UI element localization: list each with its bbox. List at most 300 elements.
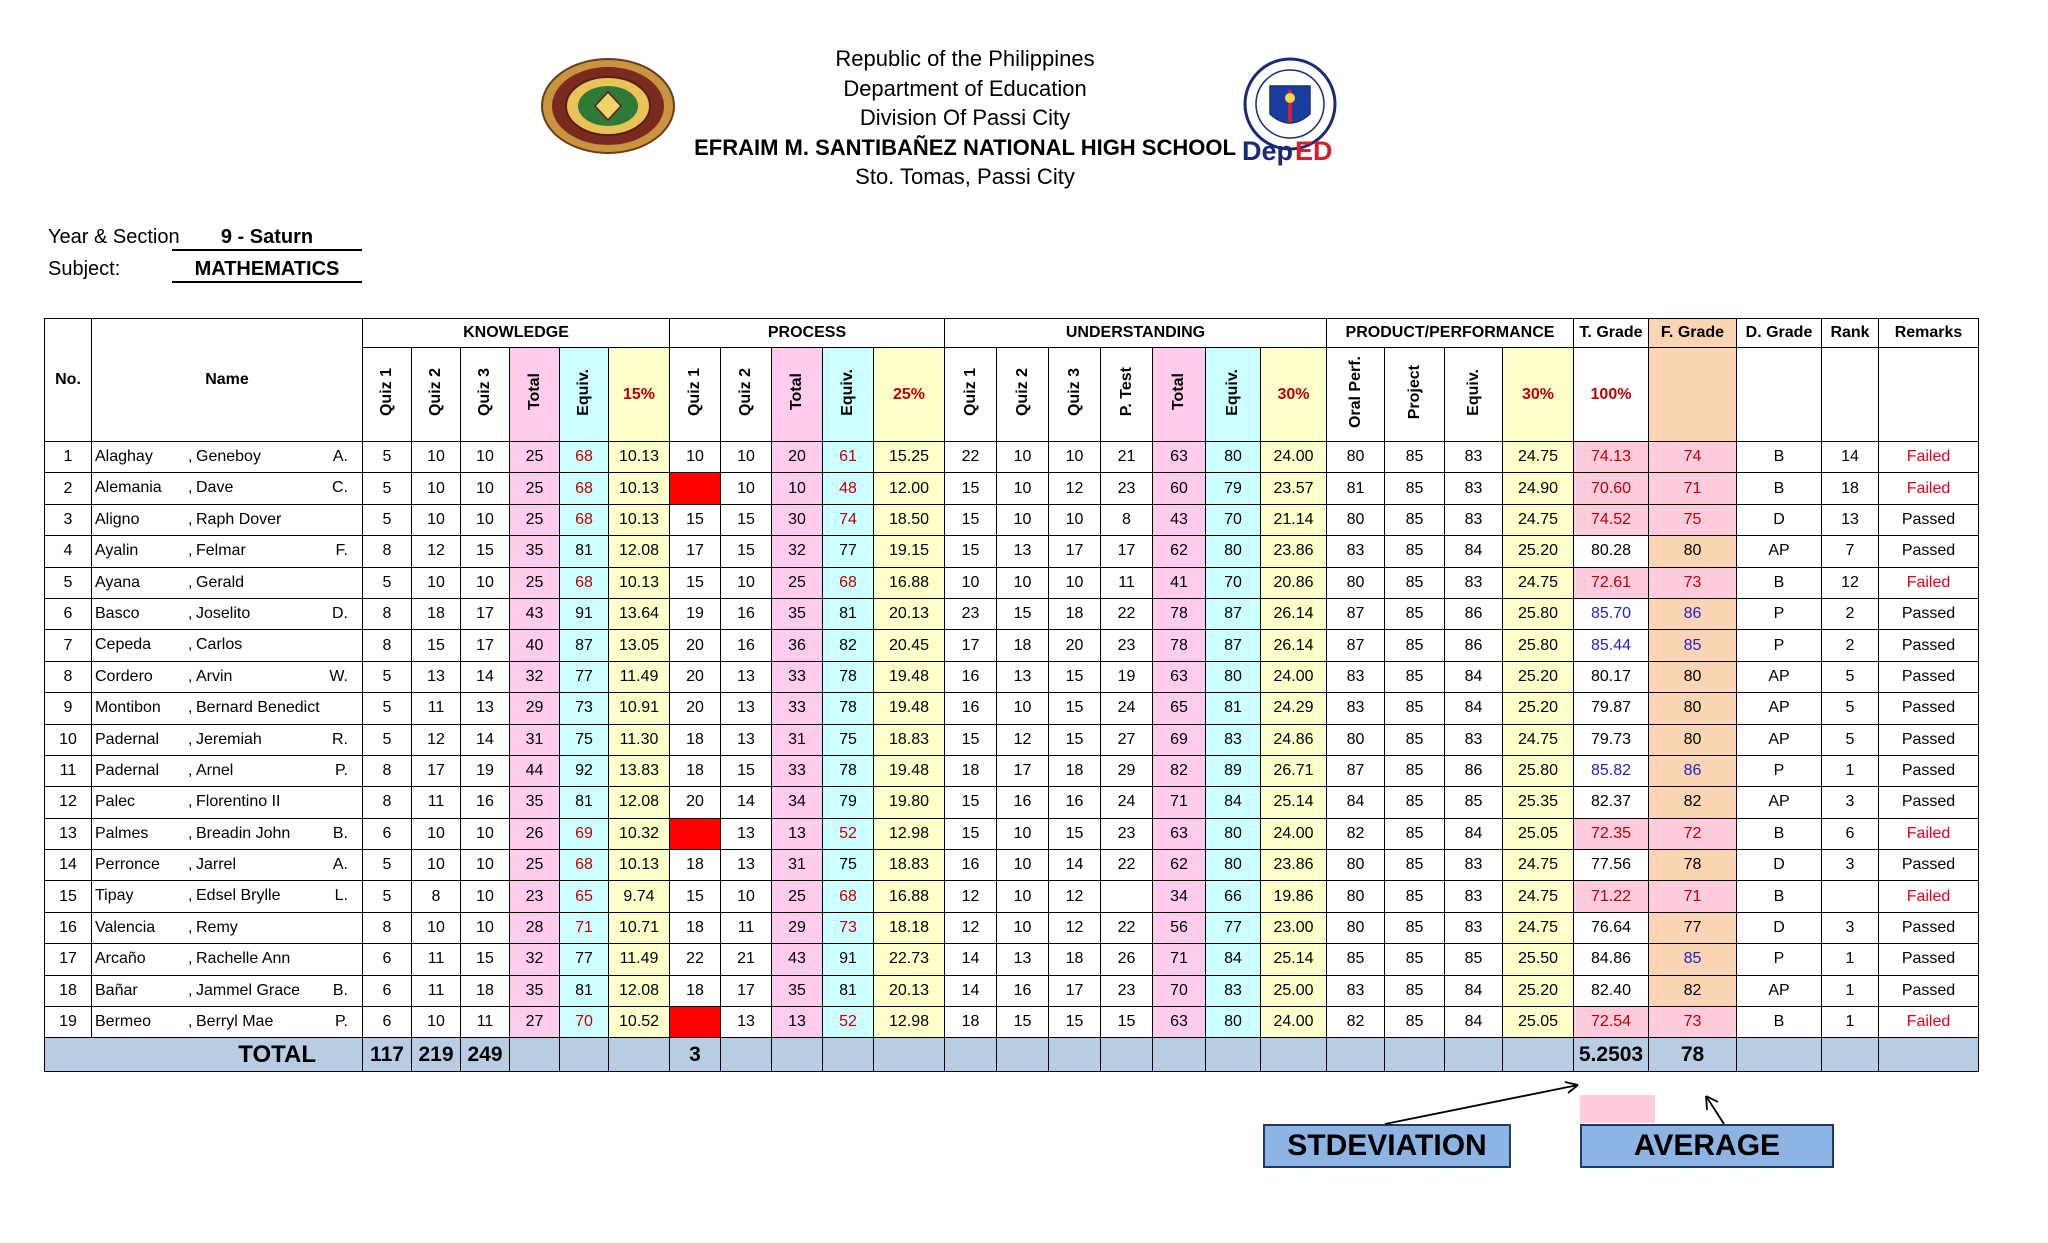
- knowledge-cell: 31: [510, 724, 560, 755]
- first-name: Arnel: [196, 761, 234, 779]
- process-cell: 33: [772, 755, 823, 786]
- process-cell: 16.88: [874, 567, 945, 598]
- knowledge-cell: 25: [510, 504, 560, 535]
- knowledge-cell: 35: [510, 536, 560, 567]
- process-cell: 82: [823, 630, 874, 661]
- process-cell: 19.15: [874, 536, 945, 567]
- understanding-cell: 65: [1153, 693, 1206, 724]
- f-grade-cell: 77: [1649, 912, 1737, 943]
- process-cell: 20: [670, 630, 721, 661]
- product-cell: 85: [1385, 881, 1445, 912]
- understanding-cell: 23: [1101, 473, 1153, 504]
- total-k-quiz1: 117: [363, 1038, 412, 1072]
- remarks-cell: Failed: [1879, 818, 1979, 849]
- knowledge-cell: 81: [560, 536, 609, 567]
- last-name: Padernal: [95, 761, 160, 779]
- d-grade-cell: AP: [1737, 661, 1822, 692]
- product-cell: 83: [1327, 536, 1385, 567]
- remarks-cell: Passed: [1879, 975, 1979, 1006]
- understanding-cell: 89: [1206, 755, 1261, 786]
- knowledge-cell: 10: [461, 473, 510, 504]
- first-name: Carlos: [196, 636, 243, 654]
- row-number: 8: [45, 661, 92, 692]
- product-cell: 85: [1385, 724, 1445, 755]
- average-label: AVERAGE: [1580, 1124, 1834, 1168]
- process-cell: 15: [670, 567, 721, 598]
- knowledge-cell: 10: [461, 881, 510, 912]
- understanding-cell: 84: [1206, 787, 1261, 818]
- understanding-cell: 23: [1101, 818, 1153, 849]
- process-cell: 19.48: [874, 661, 945, 692]
- process-cell: 17: [721, 975, 772, 1006]
- d-grade-cell: AP: [1737, 975, 1822, 1006]
- process-cell: 16: [721, 598, 772, 629]
- product-cell: 84: [1445, 693, 1503, 724]
- process-cell: 29: [772, 912, 823, 943]
- knowledge-cell: 73: [560, 693, 609, 724]
- t-grade-cell: 85.82: [1574, 755, 1649, 786]
- understanding-cell: 71: [1153, 944, 1206, 975]
- product-cell: 85: [1385, 912, 1445, 943]
- process-cell: 20: [670, 693, 721, 724]
- understanding-cell: 63: [1153, 442, 1206, 473]
- understanding-cell: 71: [1153, 787, 1206, 818]
- total-label: TOTAL: [45, 1038, 363, 1072]
- understanding-cell: 15: [945, 504, 997, 535]
- knowledge-cell: 13: [461, 693, 510, 724]
- d-grade-cell: AP: [1737, 724, 1822, 755]
- product-cell: 82: [1327, 818, 1385, 849]
- name-separator: ,: [188, 573, 193, 591]
- understanding-cell: 23.00: [1261, 912, 1327, 943]
- product-cell: 25.80: [1503, 598, 1574, 629]
- knowledge-cell: 10: [412, 818, 461, 849]
- t-grade-cell: 70.60: [1574, 473, 1649, 504]
- last-name: Palmes: [95, 824, 149, 842]
- first-name: Dave: [196, 479, 234, 497]
- name-separator: ,: [188, 793, 193, 811]
- f-grade-cell: 80: [1649, 693, 1737, 724]
- understanding-cell: 19: [1101, 661, 1153, 692]
- product-cell: 86: [1445, 755, 1503, 786]
- understanding-cell: 15: [945, 473, 997, 504]
- knowledge-cell: 25: [510, 567, 560, 598]
- knowledge-cell: 5: [363, 693, 412, 724]
- remarks-cell: Passed: [1879, 755, 1979, 786]
- name-separator: ,: [188, 824, 193, 842]
- understanding-cell: 80: [1206, 442, 1261, 473]
- process-cell: 15: [670, 881, 721, 912]
- understanding-cell: 80: [1206, 850, 1261, 881]
- process-cell: 33: [772, 661, 823, 692]
- product-sub-2-label: Equiv.: [1464, 368, 1482, 416]
- product-cell: 83: [1445, 881, 1503, 912]
- product-sub-0-label: Oral Perf.: [1346, 355, 1364, 429]
- process-cell: 43: [772, 944, 823, 975]
- t-grade-cell: 82.40: [1574, 975, 1649, 1006]
- product-cell: 80: [1327, 850, 1385, 881]
- process-cell: 91: [823, 944, 874, 975]
- knowledge-cell: 35: [510, 787, 560, 818]
- knowledge-cell: 32: [510, 661, 560, 692]
- knowledge-cell: 25: [510, 442, 560, 473]
- understanding-cell: 22: [945, 442, 997, 473]
- knowledge-cell: 27: [510, 1007, 560, 1038]
- process-cell: 31: [772, 724, 823, 755]
- product-cell: 85: [1385, 630, 1445, 661]
- knowledge-cell: 68: [560, 850, 609, 881]
- understanding-cell: 83: [1206, 724, 1261, 755]
- understanding-cell: 15: [945, 536, 997, 567]
- product-cell: 25.05: [1503, 818, 1574, 849]
- understanding-cell: 15: [945, 787, 997, 818]
- row-number: 5: [45, 567, 92, 598]
- d-grade-cell: B: [1737, 567, 1822, 598]
- knowledge-cell: 68: [560, 473, 609, 504]
- product-cell: 25.05: [1503, 1007, 1574, 1038]
- understanding-cell: 15: [945, 818, 997, 849]
- t-grade-sub: 100%: [1574, 348, 1649, 442]
- d-grade-cell: AP: [1737, 693, 1822, 724]
- understanding-cell: 84: [1206, 944, 1261, 975]
- knowledge-cell: 10: [412, 473, 461, 504]
- understanding-cell: 43: [1153, 504, 1206, 535]
- understanding-cell: 29: [1101, 755, 1153, 786]
- process-cell: 20: [670, 787, 721, 818]
- process-cell: 10: [721, 442, 772, 473]
- first-name: Jarrel: [196, 856, 237, 874]
- process-cell: 12.98: [874, 818, 945, 849]
- knowledge-cell: 18: [412, 598, 461, 629]
- last-name: Bermeo: [95, 1013, 152, 1031]
- understanding-cell: 24.00: [1261, 1007, 1327, 1038]
- product-cell: 84: [1445, 661, 1503, 692]
- knowledge-cell: 5: [363, 473, 412, 504]
- middle-initial: C.: [332, 479, 348, 497]
- rank-cell: 1: [1822, 755, 1879, 786]
- understanding-cell: 10: [997, 473, 1049, 504]
- understanding-sub-4-label: Total: [1170, 373, 1187, 411]
- understanding-cell: 23.86: [1261, 536, 1327, 567]
- svg-text:Dep: Dep: [1242, 136, 1294, 166]
- understanding-cell: 10: [997, 504, 1049, 535]
- knowledge-cell: 44: [510, 755, 560, 786]
- knowledge-cell: 26: [510, 818, 560, 849]
- knowledge-cell: 23: [510, 881, 560, 912]
- d-grade-cell: B: [1737, 442, 1822, 473]
- name-separator: ,: [188, 667, 193, 685]
- knowledge-cell: 10.32: [609, 818, 670, 849]
- name-separator: ,: [188, 918, 193, 936]
- knowledge-cell: 81: [560, 787, 609, 818]
- understanding-cell: 66: [1206, 881, 1261, 912]
- knowledge-cell: 10.13: [609, 504, 670, 535]
- col-knowledge: KNOWLEDGE: [363, 319, 670, 348]
- t-grade-cell: 74.13: [1574, 442, 1649, 473]
- col-product-performance: PRODUCT/PERFORMANCE: [1327, 319, 1574, 348]
- name-separator: ,: [188, 730, 193, 748]
- knowledge-cell: 19: [461, 755, 510, 786]
- process-cell: 32: [772, 536, 823, 567]
- last-name: Tipay: [95, 887, 134, 905]
- understanding-cell: 22: [1101, 850, 1153, 881]
- f-grade-cell: 86: [1649, 755, 1737, 786]
- rank-cell: 5: [1822, 693, 1879, 724]
- product-cell: 80: [1327, 724, 1385, 755]
- product-cell: 84: [1445, 818, 1503, 849]
- understanding-cell: 15: [997, 1007, 1049, 1038]
- process-cell: 79: [823, 787, 874, 818]
- understanding-cell: 18: [1049, 944, 1101, 975]
- col-no: No.: [45, 319, 92, 442]
- middle-initial: P.: [334, 761, 348, 779]
- t-grade-cell: 72.54: [1574, 1007, 1649, 1038]
- middle-initial: D.: [332, 604, 348, 622]
- knowledge-cell: 12: [412, 536, 461, 567]
- understanding-cell: 10: [997, 850, 1049, 881]
- knowledge-cell: 43: [510, 598, 560, 629]
- process-cell: 18: [670, 755, 721, 786]
- f-grade-cell: 71: [1649, 881, 1737, 912]
- d-grade-cell: D: [1737, 912, 1822, 943]
- middle-initial: B.: [332, 981, 348, 999]
- name-separator: ,: [188, 761, 193, 779]
- d-grade-cell: B: [1737, 818, 1822, 849]
- product-cell: 85: [1385, 536, 1445, 567]
- understanding-cell: 15: [997, 598, 1049, 629]
- knowledge-cell: 10: [412, 567, 461, 598]
- product-cell: 85: [1385, 504, 1445, 535]
- understanding-cell: 24: [1101, 693, 1153, 724]
- rank-cell: 7: [1822, 536, 1879, 567]
- product-cell: 84: [1445, 1007, 1503, 1038]
- understanding-sub-6: 30%: [1261, 348, 1327, 442]
- last-name: Bañar: [95, 981, 138, 999]
- d-grade-cell: D: [1737, 504, 1822, 535]
- process-cell: 10: [721, 567, 772, 598]
- understanding-cell: 70: [1206, 567, 1261, 598]
- understanding-cell: 10: [997, 567, 1049, 598]
- school-name: EFRAIM M. SANTIBAÑEZ NATIONAL HIGH SCHOOL: [694, 134, 1236, 160]
- knowledge-cell: 10: [461, 912, 510, 943]
- knowledge-cell: 8: [363, 912, 412, 943]
- process-cell: 61: [823, 442, 874, 473]
- knowledge-cell: 13.64: [609, 598, 670, 629]
- d-grade-cell: AP: [1737, 536, 1822, 567]
- first-name: Remy: [196, 918, 238, 936]
- process-cell: 34: [772, 787, 823, 818]
- process-cell: 13: [721, 818, 772, 849]
- knowledge-cell: 17: [461, 598, 510, 629]
- knowledge-cell: 10: [412, 1007, 461, 1038]
- knowledge-cell: 14: [461, 661, 510, 692]
- remarks-cell: Passed: [1879, 724, 1979, 755]
- understanding-cell: 24.86: [1261, 724, 1327, 755]
- knowledge-cell: 10: [412, 912, 461, 943]
- middle-initial: R.: [332, 730, 348, 748]
- t-grade-cell: 74.52: [1574, 504, 1649, 535]
- knowledge-cell: 12.08: [609, 975, 670, 1006]
- total-p-quiz1: 3: [670, 1038, 721, 1072]
- knowledge-cell: 10.13: [609, 473, 670, 504]
- col-d-grade: D. Grade: [1737, 319, 1822, 348]
- knowledge-cell: 25: [510, 850, 560, 881]
- knowledge-cell: 10: [412, 850, 461, 881]
- knowledge-sub-4-label: Equiv.: [575, 368, 592, 416]
- product-cell: 24.75: [1503, 567, 1574, 598]
- understanding-cell: 78: [1153, 598, 1206, 629]
- product-cell: 84: [1327, 787, 1385, 818]
- t-grade-cell: 80.28: [1574, 536, 1649, 567]
- understanding-cell: 81: [1206, 693, 1261, 724]
- process-cell: 73: [823, 912, 874, 943]
- rank-cell: 2: [1822, 630, 1879, 661]
- knowledge-cell: 87: [560, 630, 609, 661]
- first-name: Geneboy: [196, 448, 261, 465]
- col-understanding: UNDERSTANDING: [945, 319, 1327, 348]
- knowledge-cell: 28: [510, 912, 560, 943]
- knowledge-cell: 10: [412, 442, 461, 473]
- understanding-cell: 27: [1101, 724, 1153, 755]
- understanding-cell: 77: [1206, 912, 1261, 943]
- understanding-cell: 24: [1101, 787, 1153, 818]
- last-name: Cepeda: [95, 636, 152, 654]
- knowledge-cell: 15: [461, 944, 510, 975]
- understanding-cell: 8: [1101, 504, 1153, 535]
- understanding-cell: 11: [1101, 567, 1153, 598]
- understanding-cell: 15: [1049, 724, 1101, 755]
- rank-cell: 12: [1822, 567, 1879, 598]
- product-cell: 82: [1327, 1007, 1385, 1038]
- f-grade-cell: 75: [1649, 504, 1737, 535]
- knowledge-cell: 15: [461, 536, 510, 567]
- understanding-cell: 15: [1049, 1007, 1101, 1038]
- process-cell: 18: [670, 724, 721, 755]
- process-cell: 15: [721, 536, 772, 567]
- process-cell: 13: [772, 818, 823, 849]
- product-cell: 25.50: [1503, 944, 1574, 975]
- process-cell: 14: [721, 787, 772, 818]
- knowledge-cell: 11.49: [609, 944, 670, 975]
- understanding-cell: 10: [997, 818, 1049, 849]
- product-cell: 85: [1385, 661, 1445, 692]
- understanding-cell: 23: [1101, 630, 1153, 661]
- understanding-cell: 15: [1049, 661, 1101, 692]
- product-cell: 24.75: [1503, 504, 1574, 535]
- understanding-cell: 12: [945, 881, 997, 912]
- d-grade-cell: B: [1737, 1007, 1822, 1038]
- process-cell: 68: [823, 567, 874, 598]
- product-cell: 80: [1327, 504, 1385, 535]
- remarks-cell: Passed: [1879, 850, 1979, 881]
- f-grade-cell: 73: [1649, 1007, 1737, 1038]
- understanding-cell: 18: [945, 1007, 997, 1038]
- remarks-cell: Passed: [1879, 661, 1979, 692]
- t-grade-cell: 79.73: [1574, 724, 1649, 755]
- middle-initial: A.: [332, 856, 348, 874]
- process-cell: 25: [772, 567, 823, 598]
- knowledge-cell: 5: [363, 881, 412, 912]
- name-separator: ,: [188, 542, 193, 560]
- knowledge-cell: 10: [461, 818, 510, 849]
- knowledge-cell: 10: [461, 442, 510, 473]
- product-cell: 80: [1327, 912, 1385, 943]
- first-name: Breadin John: [196, 824, 291, 842]
- process-sub-1-label: Quiz 2: [737, 367, 754, 416]
- product-cell: 83: [1445, 850, 1503, 881]
- remarks-cell: Failed: [1879, 567, 1979, 598]
- process-cell: 19.48: [874, 693, 945, 724]
- remarks-cell: Passed: [1879, 912, 1979, 943]
- row-number: 9: [45, 693, 92, 724]
- product-cell: 85: [1445, 787, 1503, 818]
- f-grade-cell: 71: [1649, 473, 1737, 504]
- knowledge-cell: 71: [560, 912, 609, 943]
- last-name: Valencia: [95, 918, 156, 936]
- svg-text:ED: ED: [1295, 136, 1333, 166]
- product-cell: 24.75: [1503, 850, 1574, 881]
- row-number: 3: [45, 504, 92, 535]
- understanding-cell: 10: [1049, 504, 1101, 535]
- understanding-cell: 21.14: [1261, 504, 1327, 535]
- understanding-cell: 18: [1049, 598, 1101, 629]
- process-cell: 20.13: [874, 975, 945, 1006]
- last-name: Aligno: [95, 510, 140, 528]
- process-cell: 13: [721, 724, 772, 755]
- knowledge-cell: 16: [461, 787, 510, 818]
- product-sub-1-label: Project: [1405, 364, 1423, 420]
- knowledge-cell: 32: [510, 944, 560, 975]
- product-cell: 83: [1445, 912, 1503, 943]
- knowledge-cell: 10.13: [609, 850, 670, 881]
- understanding-cell: 16: [945, 661, 997, 692]
- f-grade-cell: 82: [1649, 787, 1737, 818]
- product-cell: 83: [1445, 504, 1503, 535]
- name-separator: ,: [188, 1013, 193, 1031]
- understanding-cell: 20.86: [1261, 567, 1327, 598]
- product-cell: 83: [1445, 442, 1503, 473]
- product-cell: 86: [1445, 630, 1503, 661]
- t-grade-cell: 72.61: [1574, 567, 1649, 598]
- understanding-cell: 15: [945, 724, 997, 755]
- understanding-cell: 10: [997, 693, 1049, 724]
- understanding-cell: 17: [1101, 536, 1153, 567]
- remarks-cell: Failed: [1879, 881, 1979, 912]
- understanding-cell: 12: [1049, 473, 1101, 504]
- rank-cell: 13: [1822, 504, 1879, 535]
- understanding-cell: 16: [997, 787, 1049, 818]
- rank-cell: 2: [1822, 598, 1879, 629]
- middle-initial: P.: [334, 1013, 348, 1031]
- product-sub-3: 30%: [1503, 348, 1574, 442]
- row-number: 19: [45, 1007, 92, 1038]
- t-grade-cell: 71.22: [1574, 881, 1649, 912]
- understanding-cell: 23.86: [1261, 850, 1327, 881]
- process-cell: 30: [772, 504, 823, 535]
- process-cell: 12.98: [874, 1007, 945, 1038]
- process-cell: 22.73: [874, 944, 945, 975]
- process-cell: 10: [772, 473, 823, 504]
- understanding-cell: 23: [945, 598, 997, 629]
- process-cell: 52: [823, 1007, 874, 1038]
- rank-cell: 5: [1822, 661, 1879, 692]
- process-cell: 13: [721, 850, 772, 881]
- subject-value: MATHEMATICS: [172, 258, 362, 283]
- understanding-cell: 26.14: [1261, 598, 1327, 629]
- row-number: 17: [45, 944, 92, 975]
- understanding-cell: 24.00: [1261, 818, 1327, 849]
- product-cell: 85: [1385, 818, 1445, 849]
